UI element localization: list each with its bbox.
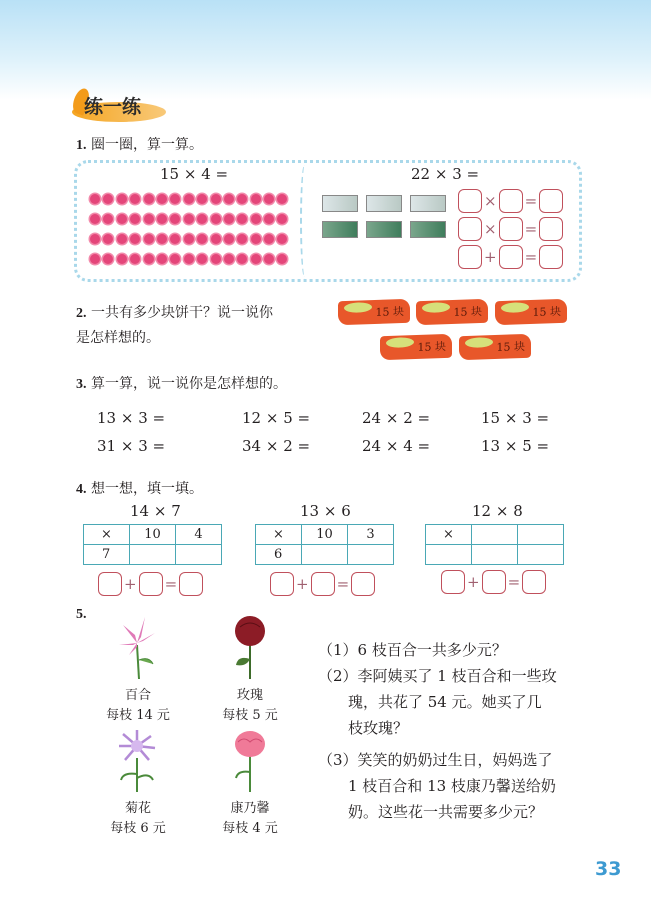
biscuit-pack	[338, 299, 410, 326]
answer-cell[interactable]	[302, 545, 348, 565]
flower-dot-icon	[90, 214, 100, 224]
flower-dot-icon	[130, 214, 140, 224]
q5-line: （3）笑笑的奶奶过生日，妈妈选了	[318, 751, 553, 769]
flower-dot-icon	[264, 194, 274, 204]
flower-dot-icon	[117, 214, 127, 224]
q5-number-text: 5.	[76, 607, 87, 622]
q2-number: 2.	[76, 306, 87, 321]
flower-dot-icon	[130, 194, 140, 204]
biscuit-pack	[495, 299, 567, 326]
q1-right-expr: 22 × 3 =	[411, 165, 480, 183]
flower-dot-icon	[211, 254, 221, 264]
flower-name: 康乃馨	[230, 801, 270, 816]
answer-box[interactable]	[499, 245, 523, 269]
flower-dot-icon	[103, 234, 113, 244]
banknotes	[322, 195, 454, 238]
q5-line: 瑰，共花了 54 元。她买了几	[318, 693, 542, 711]
q3-title	[76, 373, 287, 393]
q2-text	[76, 301, 273, 350]
answer-box[interactable]	[351, 572, 375, 596]
flower-dot-icon	[251, 234, 261, 244]
op: ×	[484, 192, 497, 210]
cell: 10	[130, 525, 176, 545]
flower-dot-icon	[264, 254, 274, 264]
answer-box[interactable]	[270, 572, 294, 596]
answer-box[interactable]	[522, 570, 546, 594]
answer-cell[interactable]	[426, 545, 472, 565]
calc: 31 × 3 =	[97, 437, 166, 455]
flower-dot-icon	[170, 194, 180, 204]
answer-cell[interactable]	[518, 545, 564, 565]
flower-price: 每枝 5 元	[222, 708, 278, 723]
flower-dot-icon	[103, 214, 113, 224]
q4-expr: 12 × 8	[472, 502, 523, 520]
cell: ×	[426, 525, 472, 545]
flower-dot-icon	[197, 234, 207, 244]
flower-dot-icon	[170, 214, 180, 224]
answer-box[interactable]	[458, 189, 482, 213]
flower-dot-icon	[237, 254, 247, 264]
page-number: 33	[595, 858, 622, 880]
biscuit-label: 15 块	[417, 339, 446, 354]
flower-dot-icon	[157, 194, 167, 204]
answer-cell[interactable]	[348, 545, 394, 565]
q5-line: （2）李阿姨买了 1 枝百合和一些玫	[318, 667, 557, 685]
section-title: 练一练	[84, 96, 142, 118]
banknote-2-icon	[322, 221, 358, 238]
op: +	[484, 248, 497, 266]
rose-icon	[228, 615, 272, 679]
biscuit-label: 15 块	[532, 304, 561, 319]
flower-dot-icon	[184, 194, 194, 204]
flower-dot-icon	[170, 234, 180, 244]
flower-dots-grid	[90, 190, 291, 270]
flower-dot-icon	[117, 254, 127, 264]
answer-cell[interactable]	[472, 545, 518, 565]
q4-number: 4.	[76, 482, 87, 497]
q4-equation	[441, 570, 546, 594]
flower-dot-icon	[157, 234, 167, 244]
q4-table	[255, 524, 394, 565]
flower-dot-icon	[144, 194, 154, 204]
op: =	[336, 575, 350, 593]
biscuit-pack	[380, 334, 452, 361]
biscuit-label: 15 块	[375, 304, 404, 319]
flower-dot-icon	[117, 194, 127, 204]
q1-left-expr: 15 × 4 =	[160, 165, 229, 183]
answer-box[interactable]	[499, 189, 523, 213]
flower-dot-icon	[277, 194, 287, 204]
q3-text: 算一算，说一说你是怎样想的。	[90, 376, 287, 392]
answer-box[interactable]	[482, 570, 506, 594]
op: ×	[484, 220, 497, 238]
answer-box[interactable]	[539, 217, 563, 241]
cell: ×	[256, 525, 302, 545]
calc: 12 × 5 =	[242, 409, 311, 427]
q4-title	[76, 478, 203, 498]
flower-dot-icon	[144, 254, 154, 264]
cell: 6	[256, 545, 302, 565]
answer-cell[interactable]	[130, 545, 176, 565]
flower-dot-icon	[117, 234, 127, 244]
flower-dot-icon	[237, 214, 247, 224]
q5-line: 1 枝百合和 13 枝康乃馨送给奶	[318, 777, 556, 795]
banknote-2-icon	[410, 221, 446, 238]
flower-dot-icon	[90, 234, 100, 244]
banknote-20-icon	[366, 195, 402, 212]
calc: 24 × 2 =	[362, 409, 431, 427]
lily-icon	[115, 615, 159, 679]
flower-dot-icon	[90, 254, 100, 264]
calc: 34 × 2 =	[242, 437, 311, 455]
q1-number: 1.	[76, 138, 87, 153]
flower-dot-icon	[224, 234, 234, 244]
flower-dot-icon	[277, 254, 287, 264]
q5-line: 枝玫瑰？	[318, 719, 409, 737]
q2-line1: 一共有多少块饼干？说一说你	[90, 305, 273, 321]
cell: 10	[302, 525, 348, 545]
flower-dot-icon	[264, 234, 274, 244]
flower-price: 每枝 4 元	[222, 821, 278, 836]
calc: 24 × 4 =	[362, 437, 431, 455]
flower-name: 百合	[124, 688, 151, 703]
answer-cell[interactable]	[472, 525, 518, 545]
q2-line2: 是怎样想的。	[76, 330, 160, 346]
banknote-20-icon	[410, 195, 446, 212]
q5-questions	[318, 637, 588, 825]
answer-cell[interactable]	[518, 525, 564, 545]
section-badge	[68, 88, 168, 124]
flower-dot-icon	[251, 194, 261, 204]
flower-dot-icon	[237, 194, 247, 204]
q4-equation	[98, 572, 203, 596]
q1-title	[76, 134, 203, 154]
chrysanthemum-icon	[115, 728, 159, 792]
carnation-icon	[228, 728, 272, 792]
answer-box[interactable]	[539, 245, 563, 269]
flower-dot-icon	[157, 254, 167, 264]
banknote-20-icon	[322, 195, 358, 212]
op: =	[524, 248, 538, 266]
flower-dot-icon	[130, 234, 140, 244]
cell: 4	[176, 525, 222, 545]
flower-dot-icon	[224, 194, 234, 204]
calc: 13 × 3 =	[97, 409, 166, 427]
flower-dot-icon	[90, 194, 100, 204]
op: =	[524, 192, 538, 210]
op: +	[124, 575, 137, 593]
flower-dot-icon	[237, 234, 247, 244]
biscuit-pack	[416, 299, 488, 326]
header-band	[0, 0, 651, 100]
answer-box[interactable]	[98, 572, 122, 596]
cell: ×	[84, 525, 130, 545]
flower-dot-icon	[103, 254, 113, 264]
flower-dot-icon	[197, 254, 207, 264]
q5-line: （1）6 枝百合一共多少元？	[318, 641, 507, 659]
flower-dot-icon	[211, 234, 221, 244]
q5-line: 奶。这些花一共需要多少元？	[318, 803, 544, 821]
flower-dot-icon	[224, 254, 234, 264]
flower-price: 每枝 14 元	[106, 708, 170, 723]
cell: 3	[348, 525, 394, 545]
flower-name: 玫瑰	[236, 688, 263, 703]
answer-cell[interactable]	[176, 545, 222, 565]
flower-dot-icon	[184, 254, 194, 264]
q4-expr: 14 × 7	[130, 502, 181, 520]
answer-box[interactable]	[458, 217, 482, 241]
biscuit-label: 15 块	[453, 304, 482, 319]
op: =	[164, 575, 178, 593]
q5-number	[76, 606, 87, 623]
flower-dot-icon	[211, 194, 221, 204]
calc: 13 × 5 =	[481, 437, 550, 455]
answer-box[interactable]	[499, 217, 523, 241]
flower-dot-icon	[264, 214, 274, 224]
q4-expr: 13 × 6	[300, 502, 351, 520]
q4-table	[425, 524, 564, 565]
op: =	[524, 220, 538, 238]
flower-dot-icon	[184, 214, 194, 224]
q3-number: 3.	[76, 377, 87, 392]
flower-dot-icon	[277, 214, 287, 224]
flower-dot-icon	[251, 254, 261, 264]
flower-dot-icon	[211, 214, 221, 224]
q1-answer-boxes	[458, 189, 563, 269]
flower-dot-icon	[251, 214, 261, 224]
op: =	[507, 573, 521, 591]
answer-box[interactable]	[441, 570, 465, 594]
answer-box[interactable]	[539, 189, 563, 213]
flower-dot-icon	[103, 194, 113, 204]
flower-dot-icon	[197, 214, 207, 224]
calc: 15 × 3 =	[481, 409, 550, 427]
answer-box[interactable]	[179, 572, 203, 596]
flower-dot-icon	[144, 234, 154, 244]
flower-dot-icon	[144, 214, 154, 224]
flower-dot-icon	[170, 254, 180, 264]
flower-dot-icon	[277, 234, 287, 244]
answer-box[interactable]	[311, 572, 335, 596]
flower-dot-icon	[130, 254, 140, 264]
biscuit-label: 15 块	[496, 339, 525, 354]
q1-text: 圈一圈，算一算。	[90, 137, 203, 153]
q4-equation	[270, 572, 375, 596]
cell: 7	[84, 545, 130, 565]
flower-dot-icon	[184, 234, 194, 244]
flower-price: 每枝 6 元	[110, 821, 166, 836]
q4-text: 想一想，填一填。	[90, 481, 203, 497]
banknote-2-icon	[366, 221, 402, 238]
flower-name: 菊花	[124, 801, 151, 816]
q4-table	[83, 524, 222, 565]
answer-box[interactable]	[458, 245, 482, 269]
biscuit-pack	[459, 334, 531, 361]
flower-dot-icon	[224, 214, 234, 224]
answer-box[interactable]	[139, 572, 163, 596]
flower-dot-icon	[157, 214, 167, 224]
op: +	[296, 575, 309, 593]
op: +	[467, 573, 480, 591]
flower-dot-icon	[197, 194, 207, 204]
q1-divider	[300, 163, 310, 279]
